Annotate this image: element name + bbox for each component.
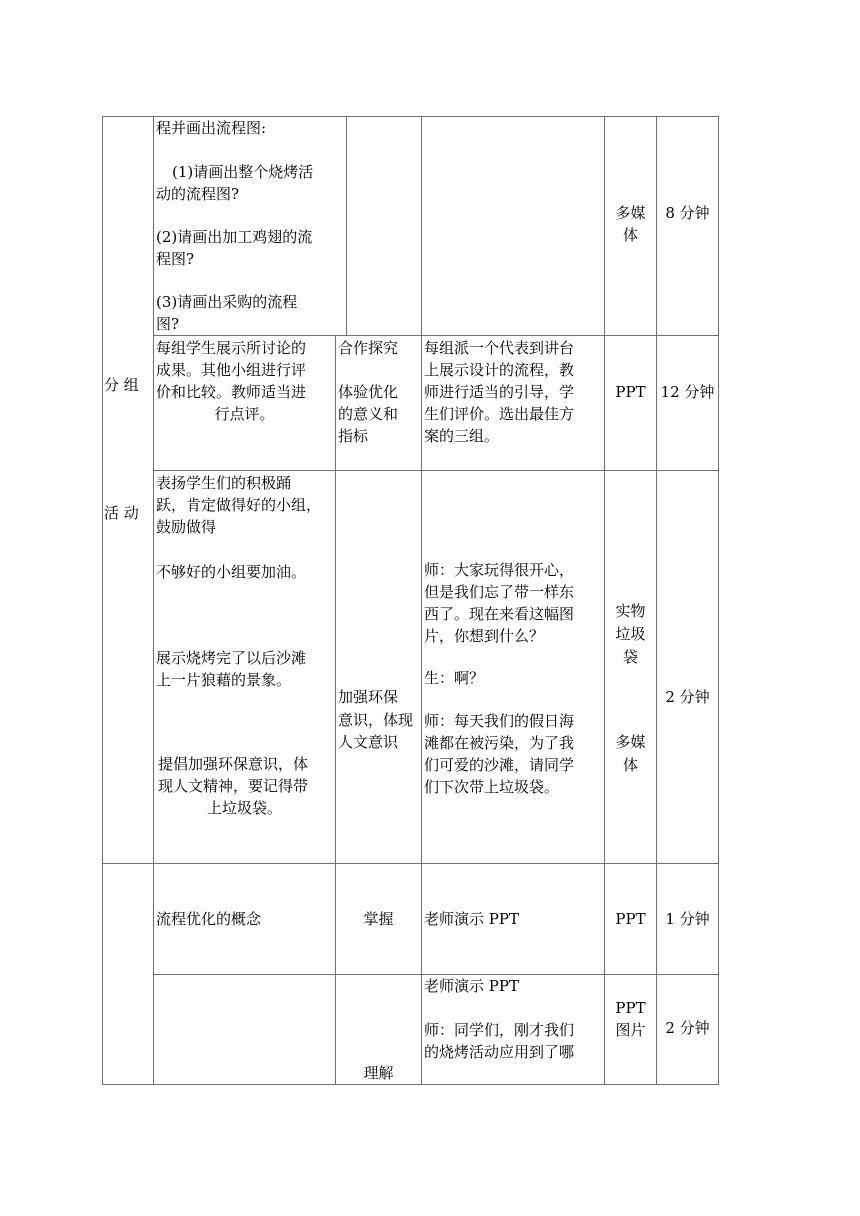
row1-media-line: 多媒 bbox=[615, 204, 646, 222]
row4-content: 流程优化的概念 bbox=[156, 910, 262, 928]
side-label-line2: 活 动 bbox=[104, 504, 139, 522]
row2-intent-line: 的意义和 bbox=[338, 405, 399, 423]
row4-activity: 老师演示 PPT bbox=[424, 910, 519, 928]
row1-time: 8 分钟 bbox=[665, 204, 710, 222]
row2-activity-line: 师进行适当的引导，学 bbox=[424, 383, 575, 401]
row2-time: 12 分钟 bbox=[660, 383, 715, 401]
row3-content-line: 上垃圾袋。 bbox=[206, 799, 282, 817]
row3-activity-line: 生：啊？ bbox=[424, 669, 485, 687]
row2-activity-line: 上展示设计的流程，教 bbox=[424, 361, 575, 379]
row2-activity-line: 每组派一个代表到讲台 bbox=[424, 339, 575, 357]
row3-activity-line: 西了。现在来看这幅图 bbox=[424, 605, 575, 623]
row3-content-line: 跃，肯定做得好的小组， bbox=[156, 496, 322, 514]
row2-activity-line: 生们评价。选出最佳方 bbox=[424, 405, 575, 423]
row2-intent-line: 合作探究 bbox=[338, 339, 399, 357]
row3-activity-line: 师：每天我们的假日海 bbox=[424, 712, 575, 730]
row3-content-line: 表扬学生们的积极踊 bbox=[156, 474, 292, 492]
row4-media: PPT bbox=[615, 910, 646, 928]
col-divider-5 bbox=[656, 116, 657, 1085]
row2-content-line: 每组学生展示所讨论的 bbox=[156, 339, 307, 357]
row3-content-line: 不够好的小组要加油。 bbox=[156, 563, 307, 581]
row1-content-line: (2)请画出加工鸡翅的流 bbox=[156, 228, 313, 246]
row5-media-line: 图片 bbox=[615, 1021, 646, 1039]
table-border-right bbox=[718, 116, 719, 1085]
row3-activity-line: 们可爱的沙滩，请同学 bbox=[424, 756, 575, 774]
row3-activity-line: 片，你想到什么？ bbox=[424, 627, 545, 645]
row3-media-line: 实物 bbox=[615, 602, 646, 620]
row1-content-line: 动的流程图? bbox=[156, 185, 240, 203]
row1-media-line: 体 bbox=[622, 226, 638, 244]
table-border-bottom bbox=[102, 1084, 719, 1085]
row3-content-line: 展示烧烤完了以后沙滩 bbox=[156, 649, 307, 667]
row4-intent: 掌握 bbox=[363, 910, 394, 928]
col-divider-1 bbox=[153, 116, 154, 1085]
row2-activity-line: 案的三组。 bbox=[424, 427, 500, 445]
row3-content-line: 上一片狼藉的景象。 bbox=[156, 671, 292, 689]
row2-content-line: 价和比较。教师适当进 bbox=[156, 383, 307, 401]
row2-content-line: 成果。其他小组进行评 bbox=[156, 361, 307, 379]
row-divider-2 bbox=[153, 470, 719, 471]
row5-time: 2 分钟 bbox=[665, 1019, 710, 1037]
row3-activity-line: 师：大家玩得很开心， bbox=[424, 561, 575, 579]
row1-content-line: (3)请画出采购的流程 bbox=[156, 293, 298, 311]
row1-content-line: 程图? bbox=[156, 250, 195, 268]
row1-content-line: 程并画出流程图: bbox=[156, 119, 267, 137]
row2-media: PPT bbox=[615, 383, 646, 401]
row3-intent-line: 加强环保 bbox=[338, 688, 399, 706]
row3-activity-line: 但是我们忘了带一样东 bbox=[424, 583, 575, 601]
row3-media-line: 多媒 bbox=[615, 733, 646, 751]
row3-time: 2 分钟 bbox=[665, 688, 710, 706]
row3-activity-line: 们下次带上垃圾袋。 bbox=[424, 778, 560, 796]
row3-media-line: 袋 bbox=[622, 648, 638, 666]
row2-content-line: 行点评。 bbox=[214, 405, 275, 423]
row5-activity-line: 老师演示 PPT bbox=[424, 977, 519, 995]
row3-content-line: 鼓励做得 bbox=[156, 518, 217, 536]
row1-content-line: (1)请画出整个烧烤活 bbox=[172, 163, 314, 181]
row3-intent-line: 人文意识 bbox=[338, 733, 399, 751]
row3-media-line: 体 bbox=[622, 756, 638, 774]
col-divider-2b bbox=[335, 335, 336, 1085]
col-divider-3 bbox=[421, 116, 422, 1085]
row5-activity-line: 师：同学们，刚才我们 bbox=[424, 1021, 575, 1039]
row2-intent-line: 体验优化 bbox=[338, 383, 399, 401]
row5-intent: 理解 bbox=[363, 1064, 394, 1082]
section-divider bbox=[102, 863, 719, 864]
row1-content-line: 图? bbox=[156, 315, 180, 333]
row3-activity-line: 滩都在被污染，为了我 bbox=[424, 734, 575, 752]
row2-intent-line: 指标 bbox=[338, 427, 369, 445]
row3-content-line: 现人文精神，要记得带 bbox=[158, 777, 309, 795]
row-divider-1 bbox=[153, 335, 719, 336]
row3-media-line: 垃圾 bbox=[615, 625, 646, 643]
row4-time: 1 分钟 bbox=[665, 910, 710, 928]
row5-activity-line: 的烧烤活动应用到了哪 bbox=[424, 1043, 575, 1061]
table-border-left bbox=[102, 116, 103, 1085]
row3-intent-line: 意识，体现 bbox=[338, 711, 414, 729]
col-divider-2a bbox=[346, 116, 347, 336]
row5-media-line: PPT bbox=[615, 999, 646, 1017]
side-label-line1: 分 组 bbox=[104, 376, 139, 394]
row3-content-line: 提倡加强环保意识，体 bbox=[158, 755, 309, 773]
